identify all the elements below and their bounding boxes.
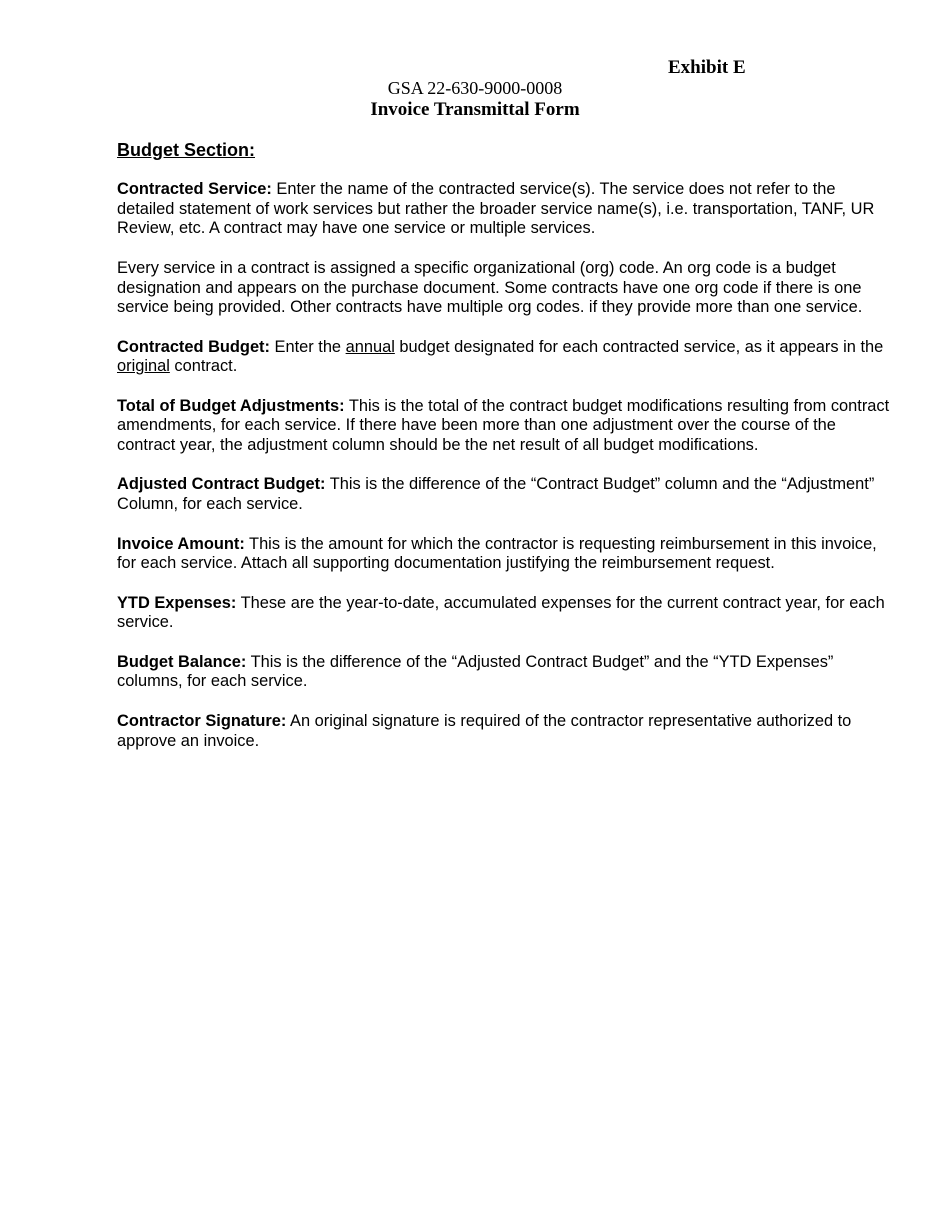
definition-contracted-service: Enter the name of the contracted service(s). The service does not refer to the detailed statement of work services but rather the broader service name(s), i.e. transportation, TANF, UR Review, etc. A contract may have one service or multiple services. [117,180,875,238]
exhibit-label: Exhibit E [668,57,746,78]
paragraph-invoice-amount [117,535,897,574]
paragraph-contracted-budget [117,338,897,377]
paragraph-total-adjustments [117,397,897,456]
paragraph-adjusted-budget [117,475,897,514]
underlined-original: original [117,357,170,376]
term-ytd-expenses: YTD Expenses: [117,593,237,612]
definition-contracted-budget-part2: budget designated for each contracted service, as it appears in the [394,337,884,356]
definition-adjusted-budget: This is the difference of the “Contract Budget” column and the “Adjustment” Column, for each service. [117,475,875,514]
paragraph-org-code [117,259,897,318]
definition-ytd-expenses: These are the year-to-date, accumulated expenses for the current contract year, for each service. [117,593,885,632]
document-body [117,180,897,771]
definition-contracted-budget-part3: contract. [169,357,238,376]
underlined-annual: annual [345,337,395,356]
form-title: Invoice Transmittal Form [370,99,580,120]
definition-total-adjustments: This is the total of the contract budget modifications resulting from contract amendments, for each service. If there have been more than one adjustment over the course of the contract year, the adjustment column should be the net result of all budget modifications. [117,396,890,455]
section-heading: Budget Section: [117,140,255,160]
term-adjusted-budget: Adjusted Contract Budget: [117,475,326,494]
paragraph-budget-balance [117,653,897,692]
definition-contractor-signature: An original signature is required of the contractor representative authorized to approve an invoice. [117,711,852,750]
term-budget-balance: Budget Balance: [117,652,247,671]
term-total-adjustments: Total of Budget Adjustments: [117,396,345,415]
definition-invoice-amount: This is the amount for which the contractor is requesting reimbursement in this invoice, for each service. Attach all supporting documentation justifying the reimbursement request. [117,534,877,573]
form-number: GSA 22-630-9000-0008 [387,78,563,98]
paragraph-ytd-expenses [117,594,897,633]
org-code-text: Every service in a contract is assigned a specific organizational (org) code. An org code is a budget designation and appears on the purchase document. Some contracts have one org code if there is one service being provided. Other contracts have multiple org codes. if they provide more than one service. [117,258,863,317]
paragraph-contractor-signature [117,712,897,751]
term-contracted-budget: Contracted Budget: [117,337,270,356]
definition-contracted-budget-part1: Enter the [269,337,346,356]
term-contractor-signature: Contractor Signature: [117,711,287,730]
paragraph-contracted-service [117,180,897,239]
term-contracted-service: Contracted Service: [117,180,272,198]
definition-budget-balance: This is the difference of the “Adjusted Contract Budget” and the “YTD Expenses” columns, for each service. [117,652,834,691]
term-invoice-amount: Invoice Amount: [117,534,245,553]
